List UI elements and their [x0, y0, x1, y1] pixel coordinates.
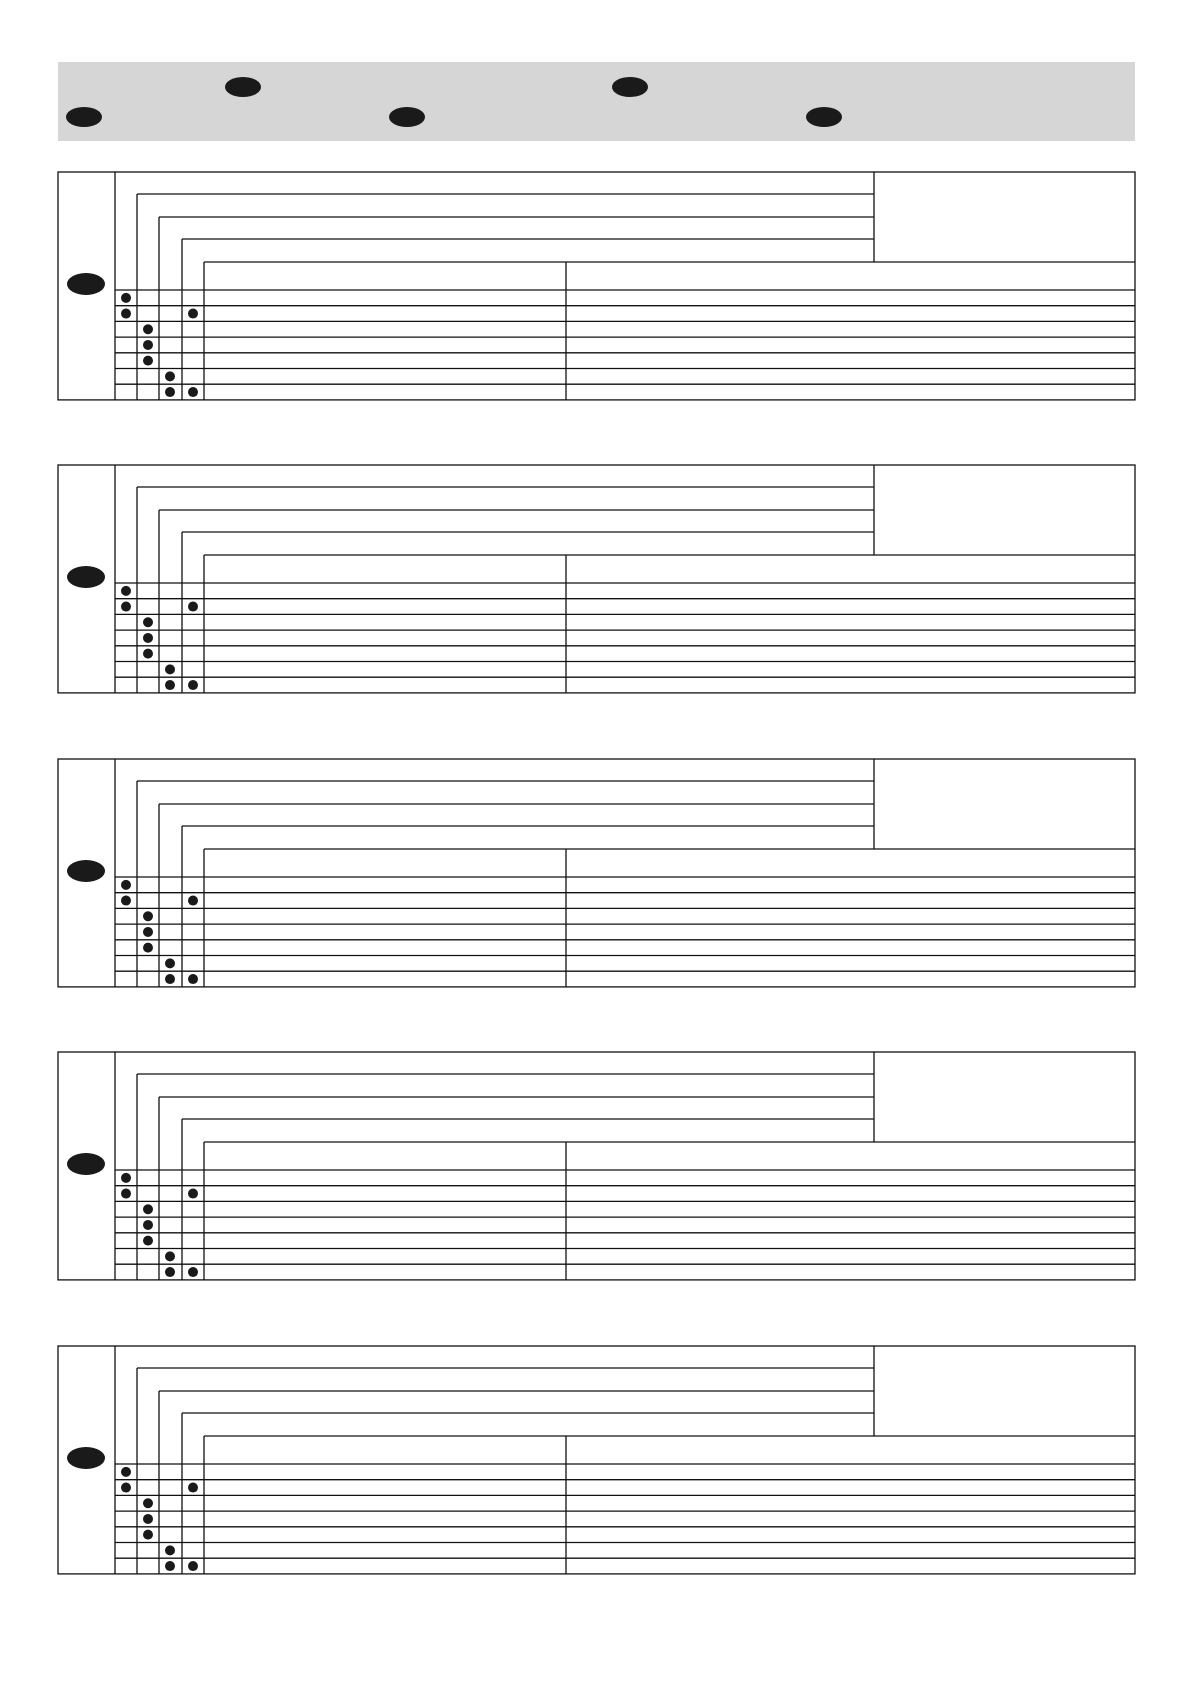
- option-dot: [188, 1189, 198, 1199]
- option-dot: [121, 1173, 131, 1183]
- option-dot: [121, 896, 131, 906]
- option-dot: [143, 356, 153, 366]
- option-dot: [188, 1561, 198, 1571]
- option-dot: [143, 1530, 153, 1540]
- legend-bar: [58, 62, 1135, 141]
- option-dot: [143, 1204, 153, 1214]
- option-dot: [165, 1267, 175, 1277]
- legend-oval-marker: [66, 107, 102, 127]
- option-dot: [188, 1483, 198, 1493]
- option-dot: [121, 1467, 131, 1477]
- option-table: [0, 172, 1191, 402]
- option-dot: [165, 1545, 175, 1555]
- option-table: [0, 465, 1191, 695]
- option-dot: [143, 943, 153, 953]
- option-dot: [165, 958, 175, 968]
- option-dot: [143, 633, 153, 643]
- section-oval-marker: [67, 860, 105, 882]
- section-oval-marker: [67, 566, 105, 588]
- option-dot: [121, 1189, 131, 1199]
- option-dot: [165, 974, 175, 984]
- table-frame: [58, 465, 1135, 693]
- table-frame: [58, 172, 1135, 400]
- option-dot: [165, 387, 175, 397]
- option-dot: [121, 309, 131, 319]
- option-dot: [188, 602, 198, 612]
- option-dot: [121, 1483, 131, 1493]
- option-dot: [165, 1561, 175, 1571]
- table-frame: [58, 759, 1135, 987]
- option-dot: [188, 974, 198, 984]
- option-dot: [143, 1514, 153, 1524]
- table-frame: [58, 1052, 1135, 1280]
- option-dot: [143, 340, 153, 350]
- option-dot: [188, 387, 198, 397]
- option-dot: [143, 1236, 153, 1246]
- option-dot: [121, 293, 131, 303]
- option-dot: [143, 324, 153, 334]
- option-dot: [188, 896, 198, 906]
- legend-oval-marker: [389, 107, 425, 127]
- section-oval-marker: [67, 1153, 105, 1175]
- option-dot: [165, 680, 175, 690]
- option-dot: [121, 602, 131, 612]
- section-oval-marker: [67, 273, 105, 295]
- option-dot: [121, 880, 131, 890]
- option-dot: [143, 1220, 153, 1230]
- section-oval-marker: [67, 1447, 105, 1469]
- option-dot: [188, 680, 198, 690]
- option-dot: [165, 1251, 175, 1261]
- table-frame: [58, 1346, 1135, 1574]
- option-dot: [143, 911, 153, 921]
- option-dot: [165, 664, 175, 674]
- option-dot: [188, 309, 198, 319]
- option-table: [0, 759, 1191, 989]
- option-table: [0, 1052, 1191, 1282]
- option-dot: [143, 617, 153, 627]
- option-dot: [165, 371, 175, 381]
- option-dot: [143, 927, 153, 937]
- option-dot: [143, 1498, 153, 1508]
- legend-oval-marker: [612, 77, 648, 97]
- option-dot: [143, 649, 153, 659]
- legend-oval-marker: [225, 77, 261, 97]
- legend-oval-marker: [806, 107, 842, 127]
- option-dot: [121, 586, 131, 596]
- option-dot: [188, 1267, 198, 1277]
- option-table: [0, 1346, 1191, 1576]
